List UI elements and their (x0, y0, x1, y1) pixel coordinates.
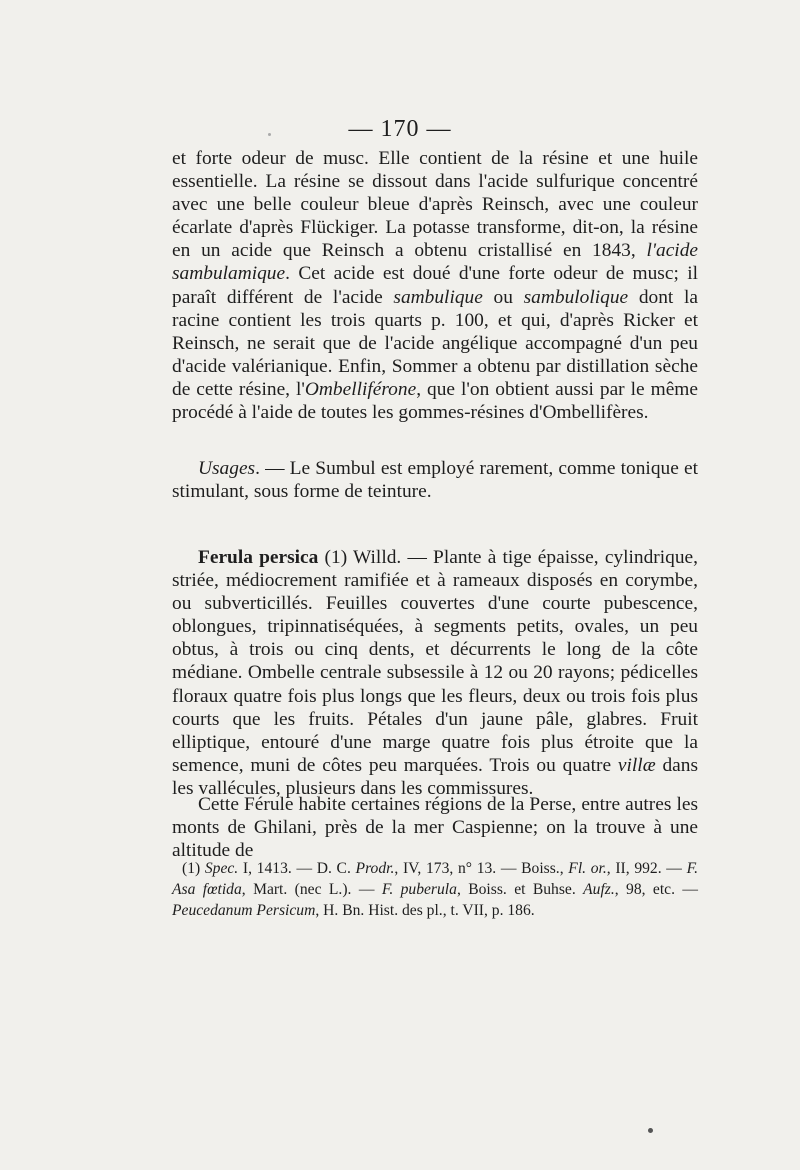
text-run: , H. Bn. Hist. des pl., t. VII, p. 186. (315, 902, 535, 919)
paragraph-resin-chemistry (172, 147, 698, 424)
italic-citation: Spec. (204, 860, 239, 877)
italic-citation: F. puberula (381, 881, 457, 898)
italic-citation: Aufz. (583, 881, 615, 898)
text-run: . Cet acide est doué d'une forte odeur de musc; il paraît différent de l'acide (172, 263, 698, 308)
text-run: , Boiss. et Buhse. (456, 881, 584, 898)
text-run: ou (482, 286, 524, 308)
section-heading-usages: Usages (198, 458, 256, 479)
paragraph-usages (172, 457, 698, 503)
paper-speck (648, 1128, 653, 1133)
italic-term: l'acide sambulamique (172, 240, 698, 285)
paragraph-ferula-persica (172, 546, 698, 800)
italic-citation: Peucedanum Persicum (172, 902, 316, 919)
species-name: Ferula persica (198, 547, 319, 568)
paper-speck (268, 133, 271, 136)
text-run: (1) (182, 860, 205, 877)
footnotes (172, 858, 698, 921)
text-run: , Mart. (nec L.). — (241, 881, 382, 898)
text-run: , 98, etc. — (614, 881, 698, 898)
italic-term: sambulique (393, 286, 483, 308)
text-run: I, 1413. — D. C. (238, 860, 356, 877)
italic-citation: Fl. or. (568, 860, 607, 877)
paragraph-habitat (172, 793, 698, 862)
italic-citation: Prodr. (355, 860, 395, 877)
text-run: (1) Willd. — Plante à tige épaisse, cylindrique, striée, médiocrement ramifiée et à rameaux disposés en corymbe, ou subverticillés. Feuilles couvertes d'une courte pubescence, oblongues, tripinnatiséquées, à segments petits, ovales, un peu obtus, à trois ou cinq dents, et décurrents le long de la côte médiane. Ombelle centrale subsessile à 12 ou 20 rayons; pédicelles floraux quatre fois plus longs que les fleurs, deux ou trois fois plus courts que les fruits. Pétales d'un jaune pâle, glabres. Fruit elliptique, entouré d'une marge quatre fois plus étroite que la semence, muni de côtes peu marquées. Trois ou quatre (172, 547, 698, 776)
italic-citation: F. Asa fœtida (172, 860, 698, 898)
text-run: dans les vallécules, plusieurs dans les commissures. (172, 754, 698, 799)
text-run: . — Le Sumbul est employé rarement, comme tonique et stimulant, sous forme de teinture. (172, 458, 698, 503)
text-run: , IV, 173, n° 13. — Boiss., (394, 860, 569, 877)
text-run: dont la racine contient les trois quarts p. 100, et qui, d'après Ricker et Reinsch, ne serait que de l'acide angélique accompagné d'un peu d'acide valérianique. Enfin, Sommer a obtenu par distillation sèche de cette résine, l' (172, 286, 699, 400)
italic-term: Ombelliférone (304, 378, 417, 400)
italic-term: sambulolique (523, 286, 629, 308)
text-run: , que l'on obtient aussi par le même procédé à l'aide de toutes les gommes-résines d'Ombellifères. (172, 378, 698, 424)
text-run: Cette Férule habite certaines régions de la Perse, entre autres les monts de Ghilani, près de la mer Caspienne; on la trouve à une altitude de (172, 794, 698, 862)
text-run: et forte odeur de musc. Elle contient de la résine et une huile essentielle. La résine se dissout dans l'acide sulfurique concentré avec une belle couleur bleue d'après Reinsch, avec une couleur écarlate d'après Flückiger. La potasse transforme, dit-on, la résine en un acide que Reinsch a obtenu cristallisé en 1843, (172, 148, 698, 262)
text-run: , II, 992. — (606, 860, 687, 877)
footnote-1 (172, 858, 698, 921)
italic-term: villæ (617, 754, 656, 776)
page-number: — 170 — (348, 116, 452, 142)
